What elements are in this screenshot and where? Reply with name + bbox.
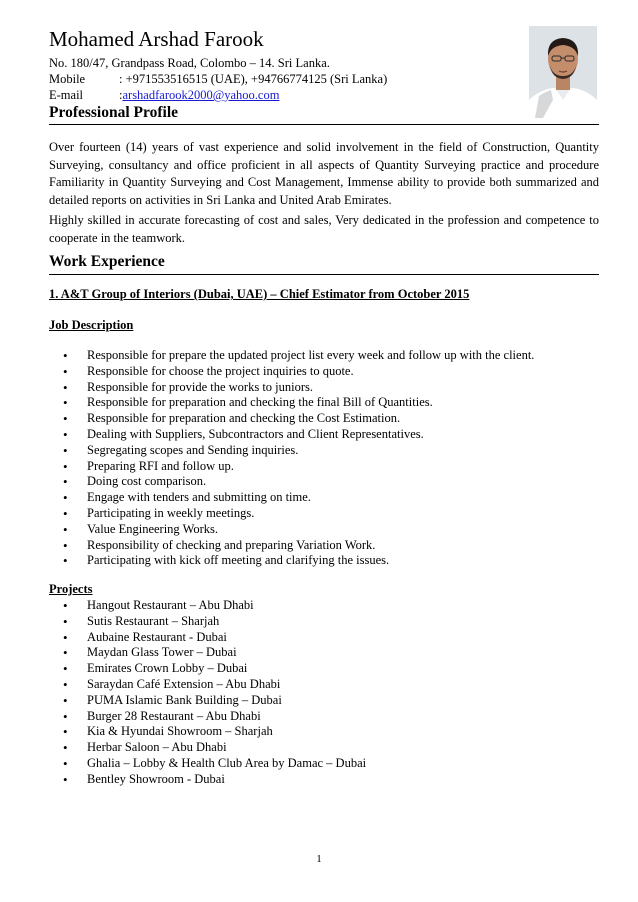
list-item: • Herbar Saloon – Abu Dhabi <box>49 740 366 756</box>
list-item: • Saraydan Café Extension – Abu Dhabi <box>49 677 366 693</box>
mobile-label: Mobile <box>49 72 86 86</box>
duties-list <box>49 348 534 569</box>
page-number: 1 <box>316 853 322 865</box>
email-label: E-mail <box>49 88 84 102</box>
profile-photo-illustration <box>529 26 597 118</box>
list-item: • Dealing with Suppliers, Subcontractors and Client Representatives. <box>49 427 534 443</box>
profile-divider <box>49 124 599 125</box>
professional-profile-heading: Professional Profile <box>49 104 179 121</box>
list-item: • Engage with tenders and submitting on time. <box>49 490 534 506</box>
list-item: • Responsible for choose the project inquiries to quote. <box>49 364 534 380</box>
list-item: • Burger 28 Restaurant – Abu Dhabi <box>49 709 366 725</box>
address-line <box>49 55 387 71</box>
projects-list <box>49 598 366 788</box>
work-divider <box>49 274 599 275</box>
profile-paragraph-1: Over fourteen (14) years of vast experience and solid involvement in the field of Construction, Quantity Surveying, consultancy and office proficient in all aspects of Quantity Surveying practice and procedure Familiarity in Quantity Surveying and Cost Management, Immense ability to provide both summarized and detailed reports on activities in Sri Lanka and United Arab Emirates. <box>49 140 599 207</box>
list-item: • Ghalia – Lobby & Health Club Area by Damac – Dubai <box>49 756 366 772</box>
list-item: • Kia & Hyundai Showroom – Sharjah <box>49 724 366 740</box>
profile-paragraph-2: Highly skilled in accurate forecasting of cost and sales, Very dedicated in the profession and competence to cooperate in the teamwork. <box>49 213 599 245</box>
list-item: • Bentley Showroom - Dubai <box>49 772 366 788</box>
profile-photo <box>529 26 597 118</box>
job-title: 1. A&T Group of Interiors (Dubai, UAE) – Chief Estimator from October 2015 <box>49 287 470 301</box>
candidate-name: Mohamed Arshad Farook <box>49 27 264 51</box>
address-text: No. 180/47, Grandpass Road, Colombo – 14. Sri Lanka. <box>49 56 330 70</box>
list-item: • Doing cost comparison. <box>49 474 534 490</box>
list-item: • Sutis Restaurant – Sharjah <box>49 614 366 630</box>
list-item: • Value Engineering Works. <box>49 522 534 538</box>
contact-block <box>49 55 387 103</box>
list-item: • Aubaine Restaurant - Dubai <box>49 630 366 646</box>
list-item: • Responsible for prepare the updated project list every week and follow up with the client. <box>49 348 534 364</box>
list-item: • Maydan Glass Tower – Dubai <box>49 645 366 661</box>
projects-label: Projects <box>49 582 93 596</box>
list-item: • Responsible for preparation and checking the Cost Estimation. <box>49 411 534 427</box>
job-description-label: Job Description <box>49 318 134 332</box>
email-link[interactable]: arshadfarook2000@yahoo.com <box>122 88 280 102</box>
list-item: • Preparing RFI and follow up. <box>49 459 534 475</box>
mobile-line <box>49 71 387 87</box>
list-item: • Segregating scopes and Sending inquiries. <box>49 443 534 459</box>
list-item: • Responsible for preparation and checking the final Bill of Quantities. <box>49 395 534 411</box>
list-item: • Hangout Restaurant – Abu Dhabi <box>49 598 366 614</box>
email-separator: : <box>119 88 123 102</box>
list-item: • Responsibility of checking and preparing Variation Work. <box>49 538 534 554</box>
list-item: • Responsible for provide the works to juniors. <box>49 380 534 396</box>
work-experience-heading: Work Experience <box>49 253 165 270</box>
list-item: • Participating with kick off meeting and clarifying the issues. <box>49 553 534 569</box>
list-item: • Emirates Crown Lobby – Dubai <box>49 661 366 677</box>
list-item: • PUMA Islamic Bank Building – Dubai <box>49 693 366 709</box>
list-item: • Participating in weekly meetings. <box>49 506 534 522</box>
mobile-value: : +971553516515 (UAE), +94766774125 (Sri Lanka) <box>119 72 388 86</box>
email-line <box>49 87 387 103</box>
